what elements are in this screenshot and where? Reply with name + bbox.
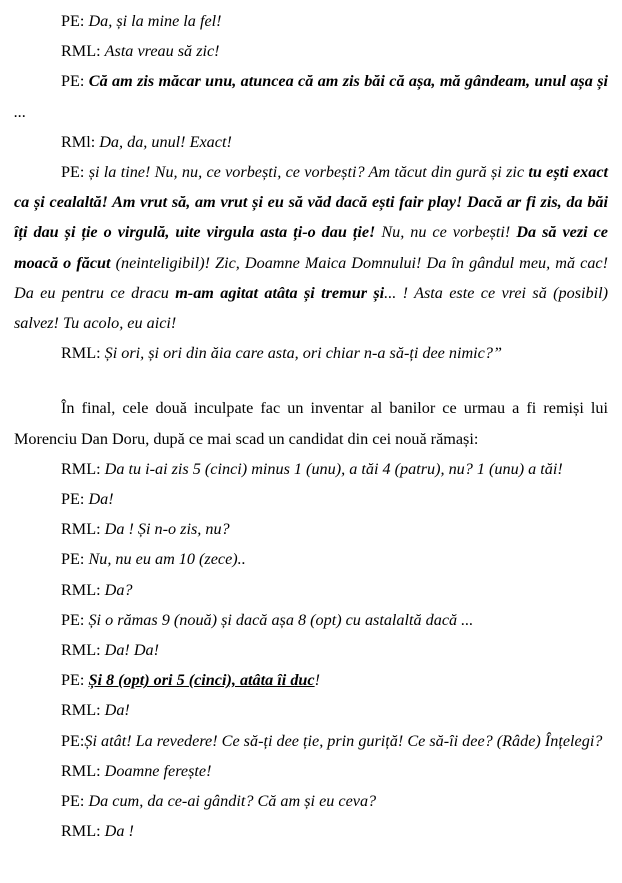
line-13: RML: Da! Da! <box>61 641 160 660</box>
line-17: RML: Doamne ferește! <box>61 761 212 780</box>
line-3: PE: Că am zis măcar unu, atuncea că am zis băi că așa, mă gândeam, unul așa și ... <box>14 72 608 121</box>
speaker: PE: <box>61 163 89 182</box>
line-14: PE: Și 8 (opt) ori 5 (cinci), atâta îi duc! <box>61 671 320 690</box>
narrative-paragraph: În final, cele două inculpate fac un inventar al banilor ce urmau a fi remiși lui Morenciu Dan Doru, după ce mai scad un candidat din cei nouă rămași: <box>14 399 608 448</box>
line-9: RML: Da ! Și n-o zis, nu? <box>61 520 230 539</box>
line-4: RMl: Da, da, unul! Exact! <box>61 132 232 151</box>
line-2: RML: Asta vreau să zic! <box>61 42 220 61</box>
line-11: RML: Da? <box>61 580 133 599</box>
speaker: PE: <box>61 731 85 750</box>
speaker: RML: <box>61 459 105 478</box>
line-18: PE: Da cum, da ce-ai gândit? Că am și eu ceva? <box>61 792 377 811</box>
transcript-block-2 <box>14 454 608 847</box>
speaker: RML: <box>61 580 105 599</box>
line-6: RML: Și ori, și ori din ăia care asta, ori chiar n-a să-ți dee nimic?” <box>61 344 502 363</box>
speaker: RML: <box>61 42 105 61</box>
line-16: PE:Și atât! La revedere! Ce să-ți dee ție, prin guriță! Ce să-îi dee? (Râde) Înțelegi? <box>61 731 603 750</box>
speaker: RML: <box>61 641 105 660</box>
speaker: PE: <box>61 610 89 629</box>
line-12: PE: Și o rămas 9 (nouă) și dacă așa 8 (opt) cu astalaltă dacă ... <box>61 610 474 629</box>
speaker: RML: <box>61 520 105 539</box>
speaker: PE: <box>61 550 89 569</box>
speaker: RML: <box>61 701 105 720</box>
line-5: PE: și la tine! Nu, nu, ce vorbești, ce vorbești? Am tăcut din gură și zic tu ești exact ca și cealaltă! Am vrut să, am vrut și eu să văd dacă ești fair play! Dacă ar fi zis, da băi îți dau și ție o virgulă, uite virgula asta ți-o dau ție! Nu, nu ce vorbești! Da să vezi ce moacă o făcut (neinteligibil)! Zic, Doamne Maica Domnului! Da în gândul meu, mă cac! Da eu pentru ce dracu m-am agitat atâta și tremur și... ! Asta este ce vrei să (posibil) salvez! Tu acolo, eu aici! <box>14 163 608 333</box>
line-15: RML: Da! <box>61 701 130 720</box>
speaker: PE: <box>61 671 89 690</box>
speaker: PE: <box>61 490 89 509</box>
speaker: RML: <box>61 761 105 780</box>
line-19: RML: Da ! <box>61 822 134 841</box>
line-10: PE: Nu, nu eu am 10 (zece).. <box>61 550 246 569</box>
speaker: PE: <box>61 792 89 811</box>
speaker: RML: <box>61 822 105 841</box>
speaker: PE: <box>61 72 89 91</box>
speaker: RMl: <box>61 132 100 151</box>
line-8: PE: Da! <box>61 490 114 509</box>
speaker: PE: <box>61 12 89 30</box>
transcript-block-1 <box>14 6 608 368</box>
line-1: PE: Da, și la mine la fel! <box>61 12 222 30</box>
line-7: RML: Da tu i-ai zis 5 (cinci) minus 1 (unu), a tăi 4 (patru), nu? 1 (unu) a tăi! <box>61 459 563 478</box>
paragraph-gap <box>14 368 608 393</box>
speaker: RML: <box>61 344 105 363</box>
